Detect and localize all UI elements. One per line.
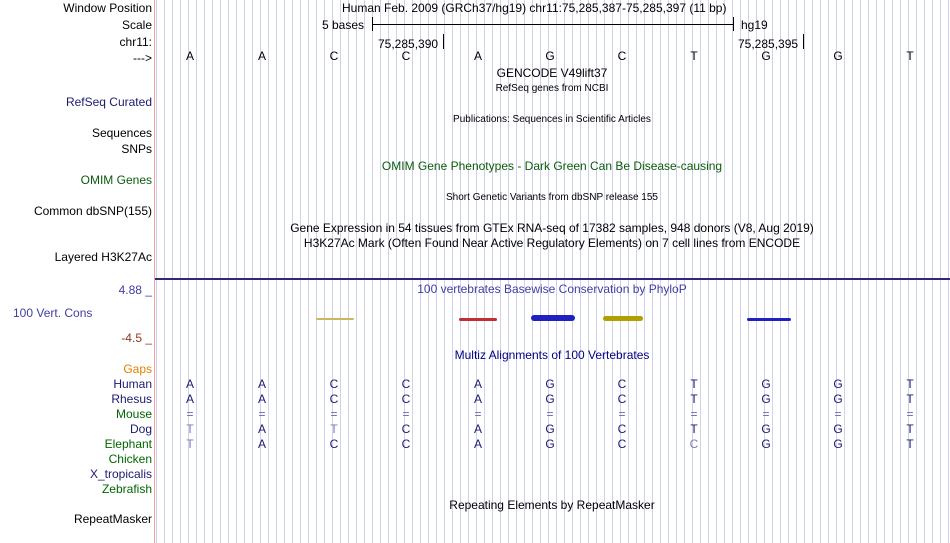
alignment-base: T xyxy=(906,437,914,451)
grid-line xyxy=(292,0,293,543)
alignment-base: A xyxy=(185,392,194,406)
alignment-base: G xyxy=(761,392,771,406)
grid-line xyxy=(164,0,165,543)
grid-line xyxy=(812,0,813,543)
grid-line xyxy=(396,0,397,543)
grid-line xyxy=(260,0,261,543)
alignment-base: T xyxy=(186,437,194,451)
alignment-base: = xyxy=(690,407,698,421)
alignment-base: T xyxy=(906,377,914,391)
phylop-logo-g1 xyxy=(531,315,575,321)
alignment-base: T xyxy=(186,422,194,436)
species-label[interactable]: Rhesus xyxy=(111,392,152,406)
species-label[interactable]: Elephant xyxy=(104,437,152,451)
alignment-base: C xyxy=(617,422,627,436)
grid-line xyxy=(924,0,925,543)
species-label[interactable]: Dog xyxy=(129,422,152,436)
cons-label[interactable]: 100 Vert. Cons xyxy=(13,306,93,320)
grid-line xyxy=(332,0,333,543)
species-label[interactable]: Human xyxy=(113,377,152,391)
phylop-logo-c2 xyxy=(603,316,643,321)
label-margin-divider xyxy=(154,0,155,543)
alignment-base: A xyxy=(185,377,194,391)
grid-line xyxy=(908,0,909,543)
alignment-base: C xyxy=(329,392,339,406)
grid-line xyxy=(876,0,877,543)
dbsnp-label[interactable]: Common dbSNP(155) xyxy=(33,204,152,218)
alignment-base: C xyxy=(617,437,627,451)
grid-line xyxy=(492,0,493,543)
reference-base: T xyxy=(906,49,914,63)
grid-line xyxy=(324,0,325,543)
species-label[interactable]: Zebrafish xyxy=(101,482,152,496)
dbsnp-track-title[interactable]: Short Genetic Variants from dbSNP release 155 xyxy=(446,192,658,203)
reference-base: G xyxy=(545,49,555,63)
grid-line xyxy=(220,0,221,543)
grid-line xyxy=(188,0,189,543)
grid-line xyxy=(884,0,885,543)
phylop-track-title[interactable]: 100 vertebrates Basewise Conservation by PhyloP xyxy=(417,282,687,296)
alignment-base: = xyxy=(618,407,626,421)
grid-line xyxy=(172,0,173,543)
grid-line xyxy=(764,0,765,543)
grid-line xyxy=(820,0,821,543)
grid-line xyxy=(724,0,725,543)
alignment-base: C xyxy=(329,437,339,451)
scale-bar-left-tick xyxy=(372,17,373,31)
phylop-logo-c xyxy=(316,318,354,320)
grid-line xyxy=(276,0,277,543)
reference-base: C xyxy=(617,49,627,63)
alignment-base: A xyxy=(473,377,482,391)
grid-line xyxy=(316,0,317,543)
alignment-base: T xyxy=(330,422,338,436)
grid-line xyxy=(636,0,637,543)
grid-line xyxy=(828,0,829,543)
grid-line xyxy=(212,0,213,543)
grid-line xyxy=(916,0,917,543)
window-position-value: Human Feb. 2009 (GRCh37/hg19) chr11:75,285,387-75,285,397 (11 bp) xyxy=(342,1,727,15)
grid-line xyxy=(356,0,357,543)
grid-line xyxy=(740,0,741,543)
grid-line xyxy=(484,0,485,543)
grid-line xyxy=(660,0,661,543)
phylop-min-label: -4.5 _ xyxy=(121,331,152,345)
grid-line xyxy=(444,0,445,543)
species-label[interactable]: X_tropicalis xyxy=(89,467,152,481)
assembly-label: hg19 xyxy=(741,18,768,32)
grid-line xyxy=(628,0,629,543)
reference-base: G xyxy=(833,49,843,63)
alignment-base: = xyxy=(474,407,482,421)
alignment-base: T xyxy=(690,422,698,436)
track-separator xyxy=(155,278,950,280)
h3k27ac-track-title[interactable]: H3K27Ac Mark (Often Found Near Active Regulatory Elements) on 7 cell lines from ENCODE xyxy=(303,236,801,250)
alignment-base: C xyxy=(401,437,411,451)
grid-line xyxy=(684,0,685,543)
gencode-track-title[interactable]: GENCODE V49lift37 xyxy=(496,66,608,80)
grid-line xyxy=(244,0,245,543)
chrom-label: chr11: xyxy=(119,35,152,49)
grid-line xyxy=(620,0,621,543)
repeatmasker-label[interactable]: RepeatMasker xyxy=(73,512,152,526)
grid-line xyxy=(236,0,237,543)
alignment-base: G xyxy=(761,422,771,436)
grid-line xyxy=(932,0,933,543)
grid-line xyxy=(644,0,645,543)
grid-line xyxy=(428,0,429,543)
grid-line xyxy=(436,0,437,543)
alignment-base: A xyxy=(473,422,482,436)
alignment-base: = xyxy=(906,407,914,421)
grid-line xyxy=(196,0,197,543)
alignment-base: C xyxy=(401,377,411,391)
grid-line xyxy=(852,0,853,543)
snps-label[interactable]: SNPs xyxy=(121,142,152,156)
grid-line xyxy=(804,0,805,543)
alignment-base: A xyxy=(473,437,482,451)
alignment-base: = xyxy=(762,407,770,421)
grid-line xyxy=(476,0,477,543)
grid-line xyxy=(348,0,349,543)
grid-line xyxy=(412,0,413,543)
repeatmasker-track-title[interactable]: Repeating Elements by RepeatMasker xyxy=(449,498,655,512)
coord-tick-1 xyxy=(443,34,444,49)
gtex-track-title[interactable]: Gene Expression in 54 tissues from GTEx RNA-seq of 17382 samples, 948 donors (V8, Aug 2019) xyxy=(290,221,814,235)
phylop-logo-a xyxy=(459,318,497,321)
gaps-label[interactable]: Gaps xyxy=(123,362,152,376)
grid-line xyxy=(252,0,253,543)
grid-line xyxy=(228,0,229,543)
grid-line xyxy=(892,0,893,543)
alignment-base: = xyxy=(330,407,338,421)
grid-line xyxy=(668,0,669,543)
alignment-base: G xyxy=(833,392,843,406)
alignment-base: = xyxy=(258,407,266,421)
reference-base: C xyxy=(401,49,411,63)
phylop-max-label: 4.88 _ xyxy=(118,283,152,297)
alignment-base: A xyxy=(257,377,266,391)
grid-line xyxy=(940,0,941,543)
grid-line xyxy=(652,0,653,543)
coord-tick-2 xyxy=(803,34,804,49)
grid-line xyxy=(364,0,365,543)
grid-line xyxy=(156,0,157,543)
grid-line xyxy=(268,0,269,543)
phylop-logo-g2 xyxy=(747,318,791,321)
grid-line xyxy=(948,0,949,543)
refseq-track-title[interactable]: RefSeq genes from NCBI xyxy=(495,83,609,94)
strand-label: ---> xyxy=(133,51,152,65)
alignment-base: C xyxy=(689,437,699,451)
grid-line xyxy=(300,0,301,543)
grid-line xyxy=(796,0,797,543)
alignment-base: G xyxy=(545,437,555,451)
alignment-base: = xyxy=(834,407,842,421)
grid-line xyxy=(756,0,757,543)
grid-line xyxy=(732,0,733,543)
grid-line xyxy=(788,0,789,543)
alignment-base: G xyxy=(833,437,843,451)
grid-line xyxy=(340,0,341,543)
grid-line xyxy=(708,0,709,543)
grid-line xyxy=(676,0,677,543)
grid-line xyxy=(404,0,405,543)
grid-line xyxy=(868,0,869,543)
multiz-track-title[interactable]: Multiz Alignments of 100 Vertebrates xyxy=(454,348,650,362)
refseq-curated-label[interactable]: RefSeq Curated xyxy=(65,95,152,109)
window-position-label: Window Position xyxy=(63,1,152,15)
alignment-base: T xyxy=(906,392,914,406)
alignment-base: T xyxy=(690,377,698,391)
scale-bar-right-tick xyxy=(733,17,734,31)
grid-line xyxy=(388,0,389,543)
alignment-base: C xyxy=(401,392,411,406)
grid-line xyxy=(204,0,205,543)
grid-line xyxy=(308,0,309,543)
alignment-base: G xyxy=(833,377,843,391)
omim-track-title[interactable]: OMIM Gene Phenotypes - Dark Green Can Be Disease-causing xyxy=(381,159,723,173)
alignment-base: G xyxy=(545,392,555,406)
grid-line xyxy=(700,0,701,543)
alignment-base: G xyxy=(833,422,843,436)
alignment-base: G xyxy=(545,422,555,436)
alignment-base: = xyxy=(402,407,410,421)
reference-base: T xyxy=(690,49,698,63)
alignment-base: C xyxy=(329,377,339,391)
alignment-base: G xyxy=(545,377,555,391)
grid-line xyxy=(692,0,693,543)
alignment-base: A xyxy=(257,422,266,436)
alignment-base: G xyxy=(761,437,771,451)
sequences-label[interactable]: Sequences xyxy=(91,126,152,140)
grid-line xyxy=(284,0,285,543)
grid-line xyxy=(844,0,845,543)
alignment-base: C xyxy=(617,392,627,406)
scale-value: 5 bases xyxy=(322,18,365,32)
scale-bar xyxy=(372,24,734,25)
grid-line xyxy=(420,0,421,543)
reference-base: G xyxy=(761,49,771,63)
grid-line xyxy=(836,0,837,543)
grid-line xyxy=(460,0,461,543)
reference-base: A xyxy=(473,49,482,63)
publications-track-title[interactable]: Publications: Sequences in Scientific Articles xyxy=(453,114,651,125)
alignment-base: A xyxy=(257,392,266,406)
grid-line xyxy=(860,0,861,543)
species-label[interactable]: Mouse xyxy=(115,407,152,421)
alignment-base: T xyxy=(690,392,698,406)
scale-label: Scale xyxy=(121,18,152,32)
alignment-base: T xyxy=(906,422,914,436)
alignment-base: G xyxy=(761,377,771,391)
grid-line xyxy=(452,0,453,543)
omim-genes-label[interactable]: OMIM Genes xyxy=(80,173,152,187)
grid-line xyxy=(716,0,717,543)
alignment-base: C xyxy=(617,377,627,391)
alignment-base: A xyxy=(473,392,482,406)
grid-line xyxy=(612,0,613,543)
reference-base: A xyxy=(257,49,266,63)
alignment-base: = xyxy=(546,407,554,421)
species-label[interactable]: Chicken xyxy=(108,452,152,466)
reference-base: C xyxy=(329,49,339,63)
grid-line xyxy=(380,0,381,543)
grid-line xyxy=(748,0,749,543)
alignment-base: = xyxy=(186,407,194,421)
alignment-base: C xyxy=(401,422,411,436)
grid-line xyxy=(468,0,469,543)
grid-line xyxy=(372,0,373,543)
grid-line xyxy=(780,0,781,543)
coord-tick-label-1: 75,285,390 xyxy=(378,37,439,51)
grid-line xyxy=(900,0,901,543)
coord-tick-label-2: 75,285,395 xyxy=(738,37,799,51)
reference-base: A xyxy=(185,49,194,63)
alignment-base: A xyxy=(257,437,266,451)
grid-line xyxy=(180,0,181,543)
grid-line xyxy=(772,0,773,543)
h3k27ac-label[interactable]: Layered H3K27Ac xyxy=(54,250,152,264)
